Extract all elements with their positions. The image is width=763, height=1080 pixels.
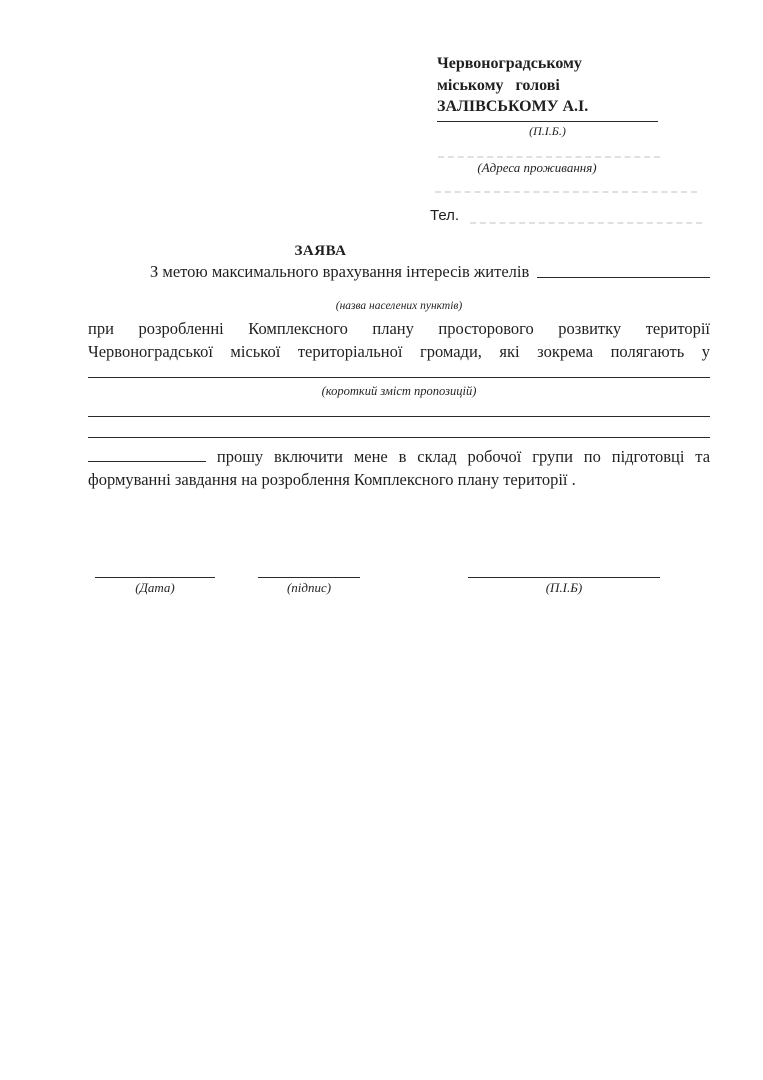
phone-label: Тел. (430, 207, 460, 224)
settlements-caption: (назва населених пунктів) (335, 300, 463, 312)
document-title: ЗАЯВА (294, 243, 347, 259)
intro-line (88, 262, 710, 282)
request-line2: формуванні завдання на розроблення Комплексного плану території . (88, 469, 576, 489)
request-text1: прошу включити мене в склад робочої групи по підготовці та (216, 447, 711, 466)
phone-fill-line (470, 222, 702, 224)
intro-text: З метою максимального врахування інтересів жителів (150, 262, 530, 281)
sign-signature-line (258, 577, 360, 578)
request-line1 (88, 446, 710, 469)
proposals-line-2 (88, 416, 710, 417)
name-signature-line (468, 577, 660, 578)
sign-caption: (підпис) (286, 580, 332, 595)
body-paragraph-line2: Червоноградської міської територіальної громади, які зокрема полягають у (88, 342, 710, 361)
name-caption: (П.І.Б) (545, 580, 583, 595)
address-fill-line-top (438, 156, 660, 158)
applicant-name-line (437, 121, 658, 122)
proposals-caption: (короткий зміст пропозицій) (321, 384, 477, 398)
address-caption: (Адреса проживання) (477, 160, 597, 175)
address-fill-line-bottom (435, 191, 697, 193)
body-paragraph (88, 317, 710, 363)
settlements-blank-line (537, 277, 710, 278)
date-signature-line (95, 577, 215, 578)
proposals-line-3 (88, 437, 710, 438)
proposals-line-1 (88, 377, 710, 378)
addressee-city: Червоноградському (437, 55, 582, 72)
applicant-name-caption: (П.І.Б.) (529, 124, 566, 138)
request-blank-line (88, 461, 206, 462)
addressee-block (437, 53, 677, 118)
request-paragraph (88, 446, 710, 491)
addressee-name: ЗАЛІВСЬКОМУ А.І. (437, 98, 589, 115)
body-paragraph-line1: при розробленні Комплексного плану просторового розвитку території (88, 319, 710, 338)
date-caption: (Дата) (135, 580, 175, 595)
addressee-role: міському голові (437, 76, 560, 94)
